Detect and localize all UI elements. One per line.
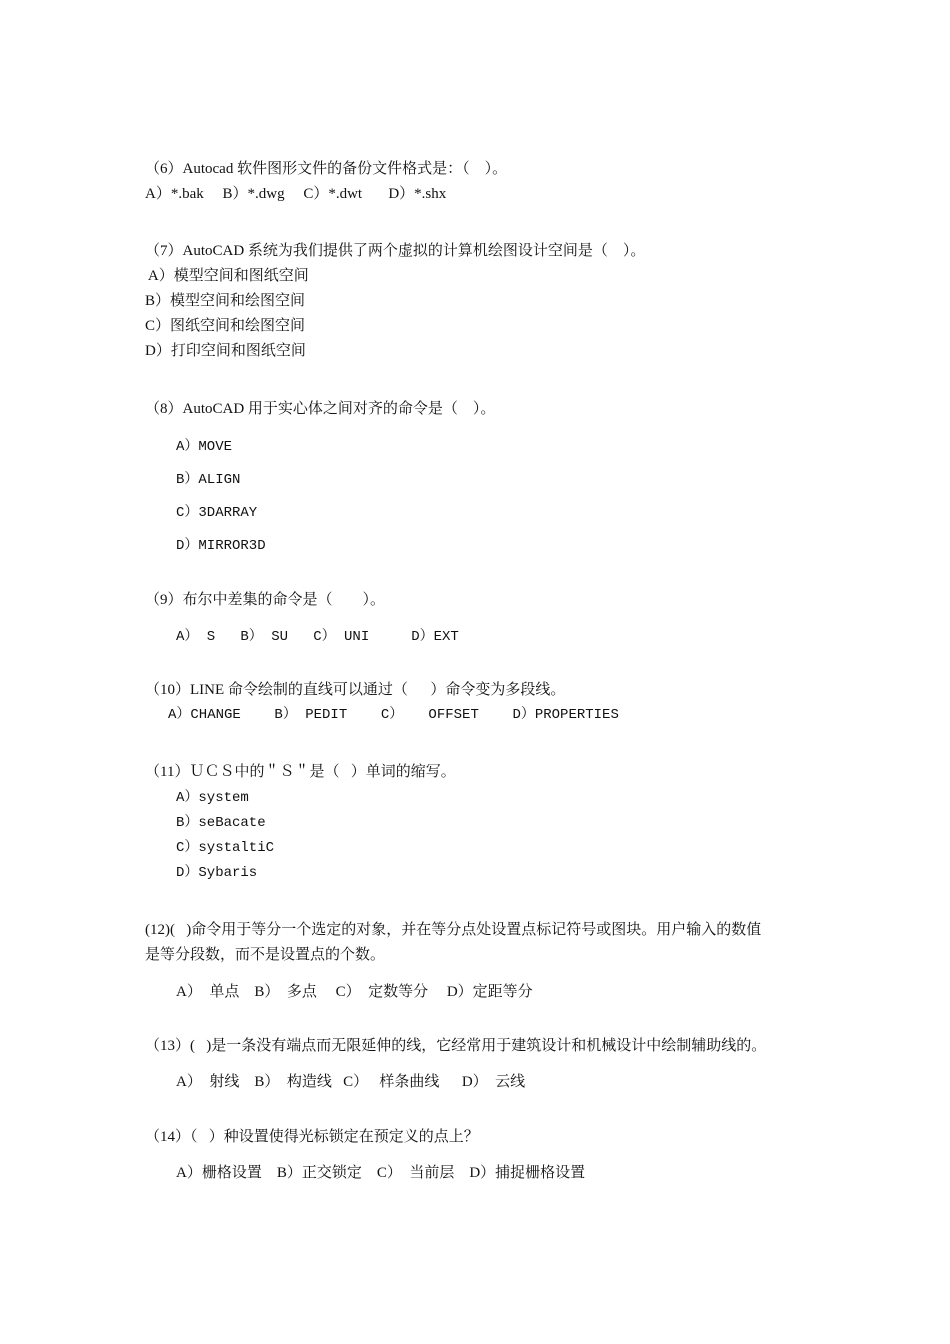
- q7-option-a: A）模型空间和图纸空间: [145, 268, 309, 284]
- q11-option-c: C）systaltiC: [176, 840, 275, 856]
- q6-options: A）*.bak B）*.dwg C）*.dwt D）*.shx: [145, 186, 447, 202]
- q13-stem: （13）( )是一条没有端点而无限延伸的线，它经常用于建筑设计和机械设计中绘制辅助线的。: [145, 1038, 767, 1054]
- q7-stem: （7）AutoCAD 系统为我们提供了两个虚拟的计算机绘图设计空间是（ ）。: [145, 243, 646, 259]
- q11-stem: （11）ＵＣＳ中的＂Ｓ＂是（ ）单词的缩写。: [145, 764, 456, 780]
- q6-stem: （6）Autocad 软件图形文件的备份文件格式是：（ ）。: [145, 161, 508, 177]
- q8-option-b: B）ALIGN: [176, 472, 241, 488]
- q9-stem: （9）布尔中差集的命令是（ ）。: [145, 592, 386, 608]
- q7-option-d: D）打印空间和图纸空间: [145, 343, 306, 359]
- q7-option-b: B）模型空间和绘图空间: [145, 293, 306, 309]
- q7-option-c: C）图纸空间和绘图空间: [145, 318, 306, 334]
- q11-option-d: D）Sybaris: [176, 865, 258, 881]
- q8-option-d: D）MIRROR3D: [176, 538, 266, 554]
- q8-stem: （8）AutoCAD 用于实心体之间对齐的命令是（ ）。: [145, 401, 496, 417]
- q12-stem-line1: (12)( )命令用于等分一个选定的对象，并在等分点处设置点标记符号或图块。用户输入的数值: [145, 922, 762, 938]
- q10-stem: （10）LINE 命令绘制的直线可以通过（ ）命令变为多段线。: [145, 682, 566, 698]
- q12-options: A） 单点 B） 多点 C） 定数等分 D）定距等分: [176, 984, 533, 1000]
- q10-options: A）CHANGE B） PEDIT C） OFFSET D）PROPERTIES: [168, 707, 619, 723]
- q8-option-c: C）3DARRAY: [176, 505, 258, 521]
- q11-option-a: A）system: [176, 790, 249, 806]
- q14-stem: （14）（ ）种设置使得光标锁定在预定义的点上？: [145, 1129, 479, 1145]
- q9-options: A） S B） SU C） UNI D）EXT: [176, 629, 459, 645]
- q12-stem-line2: 是等分段数，而不是设置点的个数。: [145, 947, 386, 963]
- q14-options: A）栅格设置 B）正交锁定 C） 当前层 D）捕捉栅格设置: [176, 1165, 586, 1181]
- q11-option-b: B）seBacate: [176, 815, 266, 831]
- q13-options: A） 射线 B） 构造线 C） 样条曲线 D） 云线: [176, 1074, 526, 1090]
- q8-option-a: A）MOVE: [176, 439, 233, 455]
